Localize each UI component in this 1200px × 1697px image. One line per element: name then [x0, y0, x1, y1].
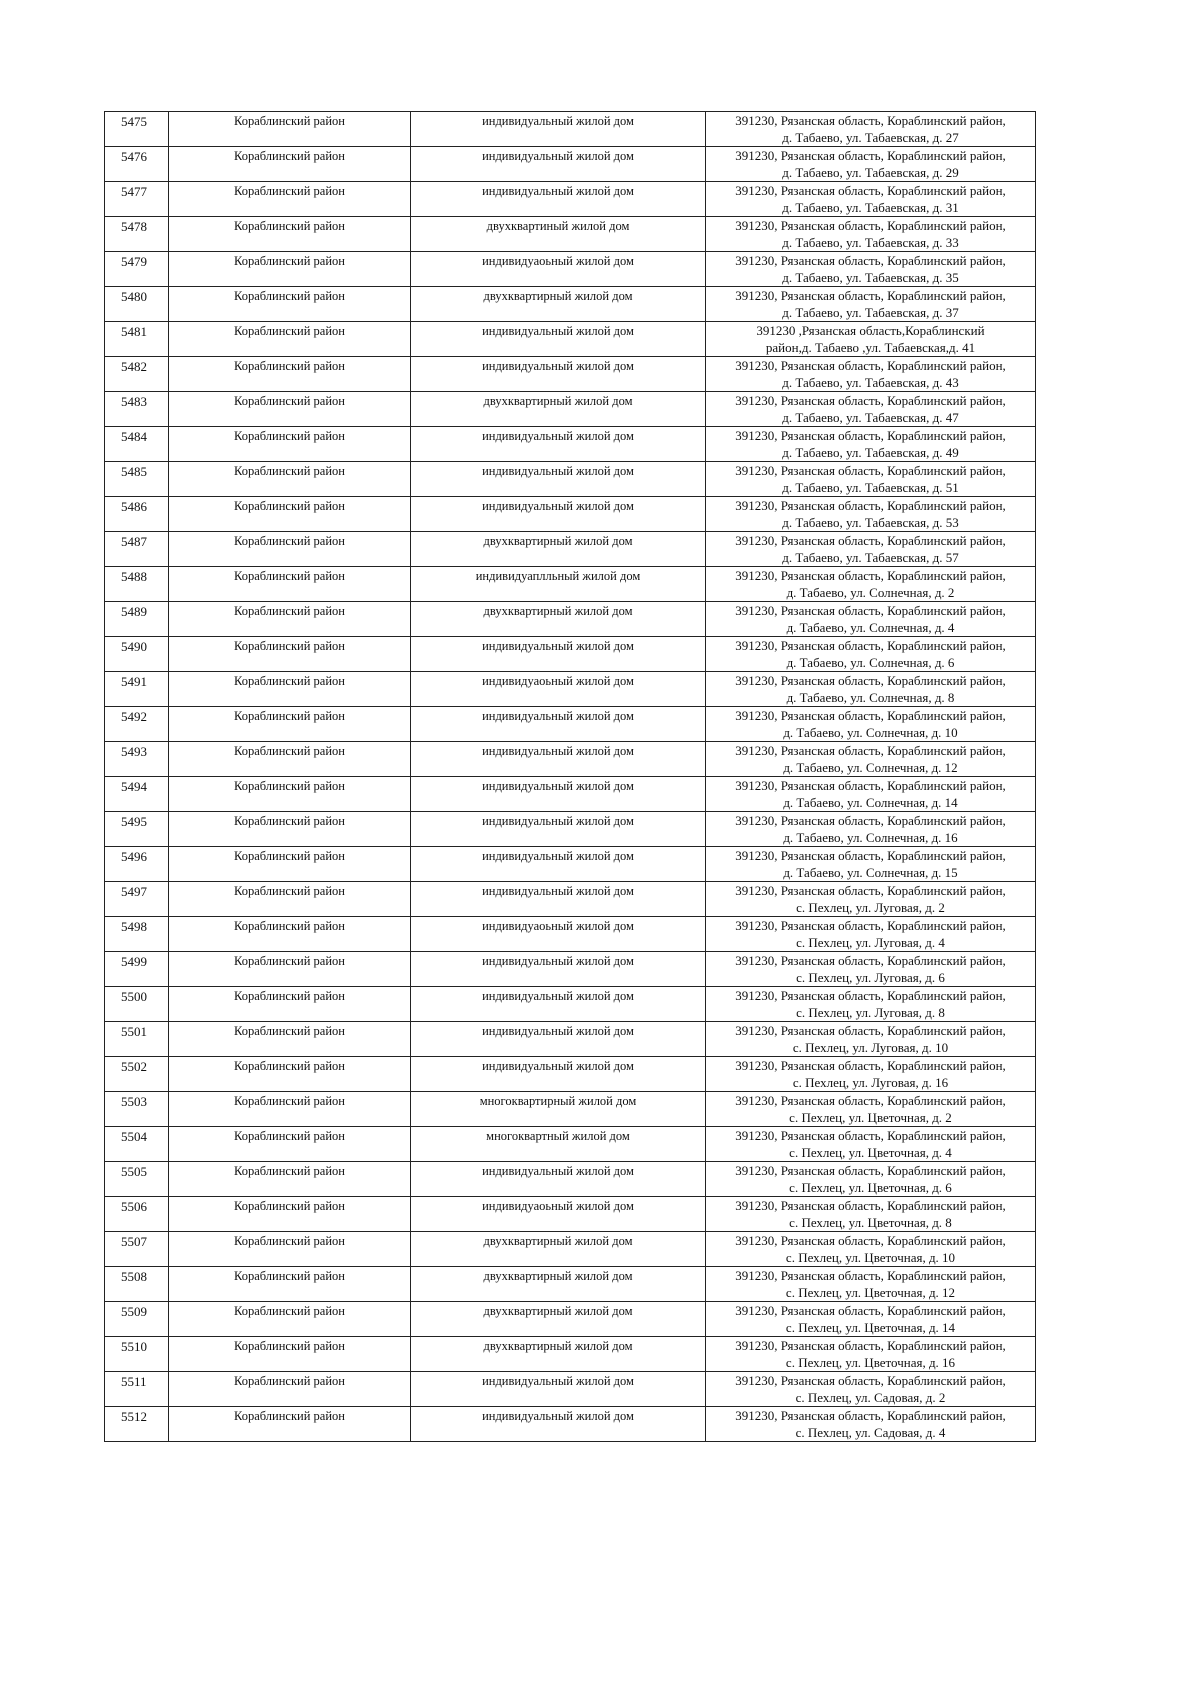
address-cell	[706, 1302, 1036, 1337]
building-type-cell: индивидуаплльный жилой дом	[411, 567, 706, 602]
address-line-1: 391230, Рязанская область, Кораблинский район,	[735, 358, 1006, 373]
address-line-1: 391230, Рязанская область, Кораблинский район,	[735, 253, 1006, 268]
address-line-1: 391230, Рязанская область, Кораблинский район,	[735, 393, 1006, 408]
table-row	[105, 112, 1036, 147]
district-cell: Кораблинский район	[169, 1302, 411, 1337]
address-line-2: д. Табаево, ул. Табаевская, д. 29	[782, 165, 959, 180]
address-line-1: 391230, Рязанская область, Кораблинский район,	[735, 183, 1006, 198]
address-line-1: 391230, Рязанская область, Кораблинский район,	[735, 1303, 1006, 1318]
table-row	[105, 812, 1036, 847]
table-row	[105, 1127, 1036, 1162]
address-line-1: 391230, Рязанская область, Кораблинский район,	[735, 1023, 1006, 1038]
record-number-cell: 5490	[105, 637, 169, 672]
address-cell	[706, 987, 1036, 1022]
address-cell	[706, 1092, 1036, 1127]
district-cell: Кораблинский район	[169, 287, 411, 322]
district-cell: Кораблинский район	[169, 847, 411, 882]
address-line-2: с. Пехлец, ул. Садовая, д. 4	[795, 1425, 946, 1440]
table-row	[105, 672, 1036, 707]
address-line-1: 391230, Рязанская область, Кораблинский район,	[735, 953, 1006, 968]
address-line-1: 391230, Рязанская область, Кораблинский район,	[735, 708, 1006, 723]
address-line-2: с. Пехлец, ул. Цветочная, д. 8	[789, 1215, 952, 1230]
table-row	[105, 322, 1036, 357]
address-cell	[706, 952, 1036, 987]
district-cell: Кораблинский район	[169, 532, 411, 567]
address-line-1: 391230, Рязанская область, Кораблинский район,	[735, 743, 1006, 758]
table-row	[105, 1162, 1036, 1197]
address-line-2: д. Табаево, ул. Табаевская, д. 27	[782, 130, 959, 145]
record-number-cell: 5489	[105, 602, 169, 637]
address-line-2: с. Пехлец, ул. Цветочная, д. 10	[785, 1250, 956, 1265]
address-cell	[706, 742, 1036, 777]
address-line-2: д. Табаево, ул. Солнечная, д. 16	[783, 830, 958, 845]
building-type-cell: многоквартный жилой дом	[411, 1127, 706, 1162]
address-cell	[706, 567, 1036, 602]
table-row	[105, 1057, 1036, 1092]
address-line-1: 391230, Рязанская область, Кораблинский район,	[735, 428, 1006, 443]
address-line-2: с. Пехлец, ул. Цветочная, д. 14	[785, 1320, 956, 1335]
address-cell	[706, 532, 1036, 567]
address-cell	[706, 392, 1036, 427]
building-type-cell: индивидуаоьный жилой дом	[411, 672, 706, 707]
table-row	[105, 1022, 1036, 1057]
record-number-cell: 5510	[105, 1337, 169, 1372]
address-cell	[706, 707, 1036, 742]
table-row	[105, 917, 1036, 952]
address-line-2: с. Пехлец, ул. Цветочная, д. 12	[785, 1285, 956, 1300]
address-cell	[706, 1232, 1036, 1267]
address-line-2: с. Пехлец, ул. Садовая, д. 2	[795, 1390, 946, 1405]
district-cell: Кораблинский район	[169, 1162, 411, 1197]
district-cell: Кораблинский район	[169, 252, 411, 287]
record-number-cell: 5482	[105, 357, 169, 392]
table-row	[105, 882, 1036, 917]
address-line-1: 391230, Рязанская область, Кораблинский район,	[735, 533, 1006, 548]
record-number-cell: 5481	[105, 322, 169, 357]
address-line-2: с. Пехлец, ул. Цветочная, д. 6	[789, 1180, 952, 1195]
building-type-cell: двухквартирный жилой дом	[411, 287, 706, 322]
building-type-cell: индивидуаоьный жилой дом	[411, 252, 706, 287]
address-line-2: с. Пехлец, ул. Луговая, д. 2	[796, 900, 945, 915]
district-cell: Кораблинский район	[169, 1337, 411, 1372]
address-line-1: 391230, Рязанская область, Кораблинский район,	[735, 673, 1006, 688]
address-line-2: с. Пехлец, ул. Луговая, д. 4	[796, 935, 945, 950]
record-number-cell: 5503	[105, 1092, 169, 1127]
address-cell	[706, 637, 1036, 672]
address-line-1: 391230, Рязанская область, Кораблинский район,	[735, 1373, 1006, 1388]
table-row	[105, 182, 1036, 217]
building-type-cell: индивидуальный жилой дом	[411, 147, 706, 182]
address-cell	[706, 1022, 1036, 1057]
table-row	[105, 742, 1036, 777]
building-type-cell: двухквартирный жилой дом	[411, 602, 706, 637]
table-row	[105, 532, 1036, 567]
building-type-cell: индивидуальный жилой дом	[411, 707, 706, 742]
record-number-cell: 5496	[105, 847, 169, 882]
table-row	[105, 952, 1036, 987]
building-type-cell: индивидуальный жилой дом	[411, 182, 706, 217]
record-number-cell: 5487	[105, 532, 169, 567]
building-type-cell: индивидуальный жилой дом	[411, 322, 706, 357]
table-row	[105, 1092, 1036, 1127]
address-line-2: д. Табаево, ул. Табаевская, д. 47	[782, 410, 959, 425]
district-cell: Кораблинский район	[169, 462, 411, 497]
address-line-1: 391230, Рязанская область, Кораблинский район,	[735, 603, 1006, 618]
district-cell: Кораблинский район	[169, 217, 411, 252]
table-row	[105, 777, 1036, 812]
record-number-cell: 5485	[105, 462, 169, 497]
building-type-cell: индивидуальный жилой дом	[411, 1022, 706, 1057]
building-type-cell: двухквартиный жилой дом	[411, 217, 706, 252]
address-line-1: 391230, Рязанская область, Кораблинский район,	[735, 778, 1006, 793]
address-line-2: д. Табаево, ул. Табаевская, д. 57	[782, 550, 959, 565]
district-cell: Кораблинский район	[169, 1372, 411, 1407]
address-line-2: д. Табаево, ул. Табаевская, д. 35	[782, 270, 959, 285]
building-type-cell: двухквартирный жилой дом	[411, 1267, 706, 1302]
record-number-cell: 5483	[105, 392, 169, 427]
address-cell	[706, 287, 1036, 322]
district-cell: Кораблинский район	[169, 917, 411, 952]
district-cell: Кораблинский район	[169, 1127, 411, 1162]
table-row	[105, 1302, 1036, 1337]
address-cell	[706, 777, 1036, 812]
building-type-cell: индивидуальный жилой дом	[411, 882, 706, 917]
address-line-2: с. Пехлец, ул. Цветочная, д. 16	[785, 1355, 956, 1370]
address-cell	[706, 1337, 1036, 1372]
address-line-1: 391230 ,Рязанская область,Кораблинский	[756, 323, 985, 338]
building-type-cell: двухквартирный жилой дом	[411, 1337, 706, 1372]
building-type-cell: индивидуальный жилой дом	[411, 777, 706, 812]
district-cell: Кораблинский район	[169, 602, 411, 637]
address-line-2: д. Табаево, ул. Солнечная, д. 10	[783, 725, 958, 740]
district-cell: Кораблинский район	[169, 1232, 411, 1267]
table-row	[105, 637, 1036, 672]
district-cell: Кораблинский район	[169, 1022, 411, 1057]
district-cell: Кораблинский район	[169, 707, 411, 742]
address-line-1: 391230, Рязанская область, Кораблинский район,	[735, 848, 1006, 863]
address-cell	[706, 112, 1036, 147]
address-line-2: д. Табаево, ул. Табаевская, д. 51	[782, 480, 959, 495]
record-number-cell: 5491	[105, 672, 169, 707]
record-number-cell: 5511	[105, 1372, 169, 1407]
address-line-1: 391230, Рязанская область, Кораблинский район,	[735, 1233, 1006, 1248]
table-row	[105, 1232, 1036, 1267]
district-cell: Кораблинский район	[169, 497, 411, 532]
address-line-1: 391230, Рязанская область, Кораблинский район,	[735, 813, 1006, 828]
district-cell: Кораблинский район	[169, 1267, 411, 1302]
address-cell	[706, 672, 1036, 707]
address-line-1: 391230, Рязанская область, Кораблинский район,	[735, 638, 1006, 653]
district-cell: Кораблинский район	[169, 637, 411, 672]
record-number-cell: 5495	[105, 812, 169, 847]
address-cell	[706, 812, 1036, 847]
address-cell	[706, 217, 1036, 252]
table-row	[105, 287, 1036, 322]
district-cell: Кораблинский район	[169, 1197, 411, 1232]
address-cell	[706, 252, 1036, 287]
address-line-2: д. Табаево, ул. Солнечная, д. 2	[786, 585, 955, 600]
building-type-cell: двухквартирный жилой дом	[411, 1232, 706, 1267]
address-cell	[706, 1267, 1036, 1302]
table-row	[105, 497, 1036, 532]
record-number-cell: 5508	[105, 1267, 169, 1302]
record-number-cell: 5498	[105, 917, 169, 952]
district-cell: Кораблинский район	[169, 322, 411, 357]
record-number-cell: 5480	[105, 287, 169, 322]
record-number-cell: 5478	[105, 217, 169, 252]
building-type-cell: индивидуальный жилой дом	[411, 427, 706, 462]
building-type-cell: индивидуальный жилой дом	[411, 987, 706, 1022]
district-cell: Кораблинский район	[169, 112, 411, 147]
building-type-cell: индивидуальный жилой дом	[411, 812, 706, 847]
address-cell	[706, 462, 1036, 497]
address-line-2: д. Табаево, ул. Табаевская, д. 49	[782, 445, 959, 460]
table-body	[105, 112, 1036, 1442]
address-line-2: с. Пехлец, ул. Луговая, д. 10	[792, 1040, 949, 1055]
record-number-cell: 5499	[105, 952, 169, 987]
record-number-cell: 5479	[105, 252, 169, 287]
building-type-cell: индивидуальный жилой дом	[411, 1162, 706, 1197]
building-type-cell: индивидуальный жилой дом	[411, 1407, 706, 1442]
building-type-cell: индивидуаоьный жилой дом	[411, 1197, 706, 1232]
table-row	[105, 602, 1036, 637]
address-line-2: д. Табаево, ул. Табаевская, д. 33	[782, 235, 959, 250]
building-type-cell: индивидуальный жилой дом	[411, 952, 706, 987]
address-line-1: 391230, Рязанская область, Кораблинский район,	[735, 498, 1006, 513]
address-cell	[706, 1372, 1036, 1407]
district-cell: Кораблинский район	[169, 357, 411, 392]
table-row	[105, 987, 1036, 1022]
address-cell	[706, 847, 1036, 882]
district-cell: Кораблинский район	[169, 952, 411, 987]
address-cell	[706, 322, 1036, 357]
record-number-cell: 5504	[105, 1127, 169, 1162]
record-number-cell: 5492	[105, 707, 169, 742]
building-type-cell: индивидуальный жилой дом	[411, 847, 706, 882]
district-cell: Кораблинский район	[169, 182, 411, 217]
address-line-2: д. Табаево, ул. Солнечная, д. 12	[783, 760, 958, 775]
district-cell: Кораблинский район	[169, 392, 411, 427]
address-line-1: 391230, Рязанская область, Кораблинский район,	[735, 988, 1006, 1003]
record-number-cell: 5502	[105, 1057, 169, 1092]
record-number-cell: 5493	[105, 742, 169, 777]
address-line-1: 391230, Рязанская область, Кораблинский район,	[735, 1058, 1006, 1073]
record-number-cell: 5497	[105, 882, 169, 917]
table-row	[105, 217, 1036, 252]
record-number-cell: 5494	[105, 777, 169, 812]
address-line-1: 391230, Рязанская область, Кораблинский район,	[735, 1268, 1006, 1283]
building-type-cell: индивидуальный жилой дом	[411, 497, 706, 532]
address-cell	[706, 427, 1036, 462]
record-number-cell: 5484	[105, 427, 169, 462]
record-number-cell: 5512	[105, 1407, 169, 1442]
address-line-1: 391230, Рязанская область, Кораблинский район,	[735, 1198, 1006, 1213]
record-number-cell: 5509	[105, 1302, 169, 1337]
address-line-2: д. Табаево, ул. Солнечная, д. 8	[786, 690, 955, 705]
record-number-cell: 5476	[105, 147, 169, 182]
address-line-2: район,д. Табаево ,ул. Табаевская,д. 41	[765, 340, 976, 355]
district-cell: Кораблинский район	[169, 777, 411, 812]
address-line-2: с. Пехлец, ул. Цветочная, д. 4	[789, 1145, 952, 1160]
table-row	[105, 392, 1036, 427]
record-number-cell: 5500	[105, 987, 169, 1022]
district-cell: Кораблинский район	[169, 742, 411, 777]
building-type-cell: двухквартирный жилой дом	[411, 392, 706, 427]
table-row	[105, 707, 1036, 742]
address-line-1: 391230, Рязанская область, Кораблинский район,	[735, 568, 1006, 583]
address-line-2: с. Пехлец, ул. Луговая, д. 16	[792, 1075, 949, 1090]
record-number-cell: 5475	[105, 112, 169, 147]
address-cell	[706, 882, 1036, 917]
address-line-2: с. Пехлец, ул. Луговая, д. 6	[796, 970, 945, 985]
building-type-cell: индивидуальный жилой дом	[411, 637, 706, 672]
address-line-2: д. Табаево, ул. Табаевская, д. 31	[782, 200, 959, 215]
district-cell: Кораблинский район	[169, 427, 411, 462]
table-row	[105, 1197, 1036, 1232]
building-type-cell: индивидуальный жилой дом	[411, 112, 706, 147]
address-line-1: 391230, Рязанская область, Кораблинский район,	[735, 148, 1006, 163]
district-cell: Кораблинский район	[169, 812, 411, 847]
table-row	[105, 1372, 1036, 1407]
district-cell: Кораблинский район	[169, 1092, 411, 1127]
address-line-1: 391230, Рязанская область, Кораблинский район,	[735, 1408, 1006, 1423]
record-number-cell: 5506	[105, 1197, 169, 1232]
district-cell: Кораблинский район	[169, 1057, 411, 1092]
table-row	[105, 1337, 1036, 1372]
address-cell	[706, 1162, 1036, 1197]
table-row	[105, 567, 1036, 602]
address-line-1: 391230, Рязанская область, Кораблинский район,	[735, 113, 1006, 128]
address-line-2: д. Табаево, ул. Солнечная, д. 14	[783, 795, 958, 810]
record-number-cell: 5486	[105, 497, 169, 532]
district-cell: Кораблинский район	[169, 987, 411, 1022]
table-row	[105, 1267, 1036, 1302]
record-number-cell: 5505	[105, 1162, 169, 1197]
address-line-2: д. Табаево, ул. Солнечная, д. 6	[786, 655, 955, 670]
address-line-2: д. Табаево, ул. Солнечная, д. 15	[783, 865, 958, 880]
address-cell	[706, 917, 1036, 952]
address-line-1: 391230, Рязанская область, Кораблинский район,	[735, 218, 1006, 233]
building-type-cell: многоквартирный жилой дом	[411, 1092, 706, 1127]
district-cell: Кораблинский район	[169, 147, 411, 182]
address-cell	[706, 147, 1036, 182]
address-cell	[706, 357, 1036, 392]
housing-registry-table	[104, 111, 1036, 1442]
building-type-cell: индивидуальный жилой дом	[411, 357, 706, 392]
table-row	[105, 462, 1036, 497]
address-line-2: д. Табаево, ул. Табаевская, д. 43	[782, 375, 959, 390]
address-cell	[706, 497, 1036, 532]
address-cell	[706, 182, 1036, 217]
record-number-cell: 5488	[105, 567, 169, 602]
address-line-1: 391230, Рязанская область, Кораблинский район,	[735, 883, 1006, 898]
address-cell	[706, 1407, 1036, 1442]
district-cell: Кораблинский район	[169, 1407, 411, 1442]
building-type-cell: индивидуальный жилой дом	[411, 462, 706, 497]
address-line-1: 391230, Рязанская область, Кораблинский район,	[735, 288, 1006, 303]
district-cell: Кораблинский район	[169, 882, 411, 917]
address-line-2: с. Пехлец, ул. Луговая, д. 8	[796, 1005, 945, 1020]
address-line-2: д. Табаево, ул. Солнечная, д. 4	[786, 620, 955, 635]
table-row	[105, 357, 1036, 392]
building-type-cell: двухквартирный жилой дом	[411, 532, 706, 567]
table-row	[105, 252, 1036, 287]
record-number-cell: 5501	[105, 1022, 169, 1057]
table-row	[105, 427, 1036, 462]
table-row	[105, 847, 1036, 882]
address-line-1: 391230, Рязанская область, Кораблинский район,	[735, 1338, 1006, 1353]
building-type-cell: индивидуальный жилой дом	[411, 742, 706, 777]
district-cell: Кораблинский район	[169, 672, 411, 707]
building-type-cell: двухквартирный жилой дом	[411, 1302, 706, 1337]
record-number-cell: 5507	[105, 1232, 169, 1267]
address-cell	[706, 602, 1036, 637]
table-row	[105, 147, 1036, 182]
address-line-1: 391230, Рязанская область, Кораблинский район,	[735, 1163, 1006, 1178]
building-type-cell: индивидуальный жилой дом	[411, 1057, 706, 1092]
address-cell	[706, 1127, 1036, 1162]
building-type-cell: индивидуальный жилой дом	[411, 1372, 706, 1407]
address-cell	[706, 1057, 1036, 1092]
address-line-1: 391230, Рязанская область, Кораблинский район,	[735, 463, 1006, 478]
address-cell	[706, 1197, 1036, 1232]
building-type-cell: индивидуаоьный жилой дом	[411, 917, 706, 952]
address-line-2: с. Пехлец, ул. Цветочная, д. 2	[789, 1110, 952, 1125]
address-line-1: 391230, Рязанская область, Кораблинский район,	[735, 1128, 1006, 1143]
table-row	[105, 1407, 1036, 1442]
address-line-2: д. Табаево, ул. Табаевская, д. 53	[782, 515, 959, 530]
district-cell: Кораблинский район	[169, 567, 411, 602]
address-line-1: 391230, Рязанская область, Кораблинский район,	[735, 1093, 1006, 1108]
record-number-cell: 5477	[105, 182, 169, 217]
address-line-2: д. Табаево, ул. Табаевская, д. 37	[782, 305, 959, 320]
address-line-1: 391230, Рязанская область, Кораблинский район,	[735, 918, 1006, 933]
